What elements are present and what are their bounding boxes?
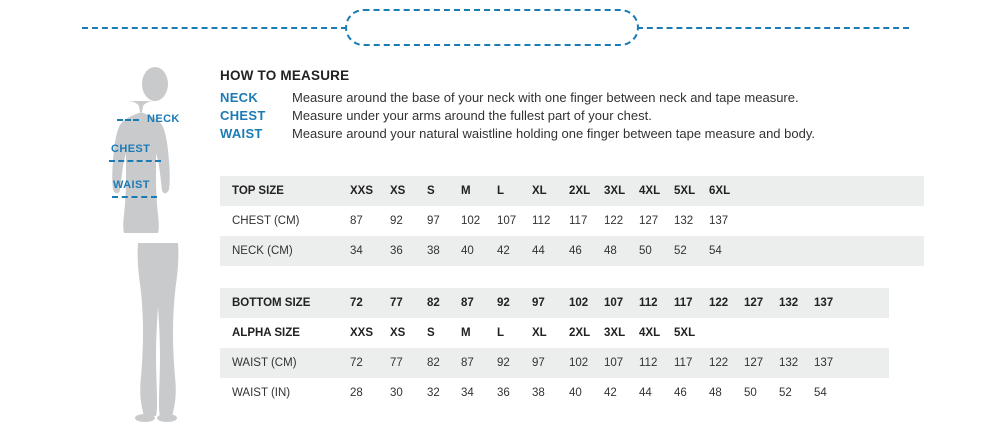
bottom-size-header-13: 137 [814, 297, 834, 309]
neck-cm-7: 48 [604, 245, 617, 257]
bottom-size-header-12: 132 [779, 297, 799, 309]
chest-cm-6: 117 [569, 215, 588, 227]
banner-pill [345, 9, 639, 46]
top-row-label-chest: CHEST (CM) [232, 215, 300, 227]
chest-cm-3: 102 [461, 215, 481, 227]
alpha-size-9: 5XL [674, 327, 696, 339]
alpha-size-6: 2XL [569, 327, 591, 339]
how-to-measure-section [220, 68, 940, 144]
neck-cm-6: 46 [569, 245, 582, 257]
alpha-size-10 [709, 318, 744, 348]
top-size-header-5: XL [532, 185, 547, 197]
alpha-size-2: S [427, 327, 435, 339]
top-size-header-1: XS [390, 185, 406, 197]
chest-cm-10: 137 [709, 215, 729, 227]
bottom-row-label-waist-cm: WAIST (CM) [232, 357, 297, 369]
waist-cm-8: 112 [639, 357, 658, 369]
alpha-size-5: XL [532, 327, 547, 339]
alpha-size-12 [779, 318, 814, 348]
alpha-size-8: 4XL [639, 327, 661, 339]
table-row [220, 378, 889, 408]
figure-label-waist: WAIST [113, 179, 150, 191]
table-row-header [220, 176, 924, 206]
waist-cm-7: 107 [604, 357, 624, 369]
bottom-size-table [220, 288, 889, 408]
bottom-size-header-2: 82 [427, 297, 440, 309]
measure-desc-chest: Measure under your arms around the fullest part of your chest. [292, 108, 652, 123]
top-size-header-2: S [427, 185, 435, 197]
alpha-size-4: L [497, 327, 505, 339]
how-to-measure-title: HOW TO MEASURE [220, 68, 350, 83]
waist-in-2: 32 [427, 387, 440, 399]
how-to-measure-row [220, 90, 940, 105]
bottom-size-header-11: 127 [744, 297, 764, 309]
neck-cm-2: 38 [427, 245, 440, 257]
dashed-banner [0, 0, 1000, 58]
alpha-size-13 [814, 318, 889, 348]
table-row [220, 318, 889, 348]
table-row [220, 206, 924, 236]
waist-cm-5: 97 [532, 357, 545, 369]
chest-cm-8: 127 [639, 215, 659, 227]
waist-in-3: 34 [461, 387, 474, 399]
figure-label-chest: CHEST [111, 143, 151, 155]
waist-in-12: 52 [779, 387, 792, 399]
waist-cm-4: 92 [497, 357, 510, 369]
banner-dash-right [637, 27, 909, 29]
waist-in-7: 42 [604, 387, 617, 399]
waist-cm-2: 82 [427, 357, 440, 369]
neck-cm-9: 52 [674, 245, 687, 257]
waist-cm-12: 132 [779, 357, 799, 369]
bottom-size-header-5: 97 [532, 297, 545, 309]
waist-in-0: 28 [350, 387, 363, 399]
bottom-size-header-3: 87 [461, 297, 474, 309]
waist-cm-1: 77 [390, 357, 403, 369]
neck-cm-8: 50 [639, 245, 652, 257]
chest-guide-line [109, 160, 161, 162]
waist-in-11: 50 [744, 387, 757, 399]
chest-cm-9: 132 [674, 215, 694, 227]
neck-cm-0: 34 [350, 245, 363, 257]
bottom-size-header-10: 122 [709, 297, 729, 309]
alpha-size-3: M [461, 327, 471, 339]
chest-cm-5: 112 [532, 215, 551, 227]
top-row-label-neck: NECK (CM) [232, 245, 293, 257]
banner-dash-left [82, 27, 347, 29]
alpha-size-label: ALPHA SIZE [232, 327, 300, 339]
table-row [220, 348, 889, 378]
measure-desc-neck: Measure around the base of your neck with one finger between neck and tape measure. [292, 90, 799, 105]
measure-term-waist: WAIST [220, 126, 263, 141]
bottom-size-header-label: BOTTOM SIZE [232, 297, 311, 309]
bottom-size-header-6: 102 [569, 297, 589, 309]
chest-cm-4: 107 [497, 215, 517, 227]
top-size-header-10: 6XL [709, 185, 731, 197]
top-size-header-6: 2XL [569, 185, 591, 197]
top-size-header-7: 3XL [604, 185, 626, 197]
bottom-size-header-8: 112 [639, 297, 658, 309]
top-size-table [220, 176, 924, 266]
figure-label-neck: NECK [147, 113, 180, 125]
neck-cm-10: 54 [709, 245, 722, 257]
waist-in-1: 30 [390, 387, 403, 399]
top-size-header-4: L [497, 185, 505, 197]
body-figure [95, 62, 215, 422]
bottom-row-label-waist-in: WAIST (IN) [232, 387, 291, 399]
measure-term-chest: CHEST [220, 108, 266, 123]
top-size-header-8: 4XL [639, 185, 661, 197]
neck-cm-3: 40 [461, 245, 474, 257]
waist-guide-line [112, 196, 157, 198]
measure-term-neck: NECK [220, 90, 259, 105]
chest-cm-1: 92 [390, 215, 403, 227]
top-size-header-3: M [461, 185, 471, 197]
top-size-header-9: 5XL [674, 185, 696, 197]
waist-in-8: 44 [639, 387, 652, 399]
alpha-size-1: XS [390, 327, 406, 339]
chest-cm-2: 97 [427, 215, 440, 227]
waist-in-9: 46 [674, 387, 687, 399]
waist-in-10: 48 [709, 387, 722, 399]
bottom-size-header-0: 72 [350, 297, 363, 309]
measure-desc-waist: Measure around your natural waistline holding one finger between tape measure and body. [292, 126, 815, 141]
waist-cm-9: 117 [674, 357, 693, 369]
waist-cm-13: 137 [814, 357, 834, 369]
waist-cm-10: 122 [709, 357, 729, 369]
neck-guide-line [117, 119, 139, 121]
bottom-size-header-1: 77 [390, 297, 403, 309]
alpha-size-11 [744, 318, 779, 348]
waist-cm-11: 127 [744, 357, 764, 369]
top-size-header-0: XXS [350, 185, 374, 197]
waist-cm-6: 102 [569, 357, 589, 369]
alpha-size-0: XXS [350, 327, 374, 339]
table-row [220, 236, 924, 266]
waist-cm-3: 87 [461, 357, 474, 369]
chest-cm-7: 122 [604, 215, 624, 227]
neck-cm-5: 44 [532, 245, 545, 257]
top-size-header-label: TOP SIZE [232, 185, 284, 197]
bottom-size-header-7: 107 [604, 297, 624, 309]
waist-in-13: 54 [814, 387, 827, 399]
neck-cm-4: 42 [497, 245, 510, 257]
table-row-header [220, 288, 889, 318]
waist-in-4: 36 [497, 387, 510, 399]
bottom-size-header-4: 92 [497, 297, 510, 309]
how-to-measure-row [220, 126, 940, 141]
waist-cm-0: 72 [350, 357, 363, 369]
how-to-measure-row [220, 108, 940, 123]
bottom-size-header-9: 117 [674, 297, 693, 309]
waist-in-5: 38 [532, 387, 545, 399]
waist-in-6: 40 [569, 387, 582, 399]
chest-cm-0: 87 [350, 215, 363, 227]
alpha-size-7: 3XL [604, 327, 626, 339]
neck-cm-1: 36 [390, 245, 403, 257]
